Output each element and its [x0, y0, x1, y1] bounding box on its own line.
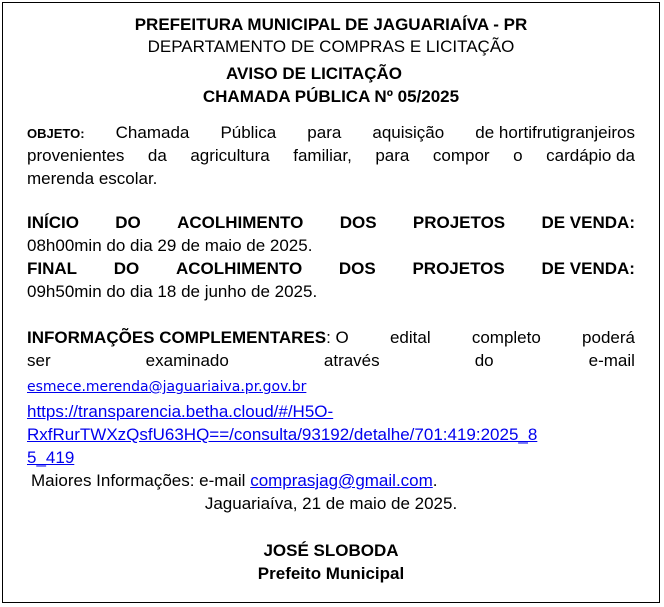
transparencia-link[interactable]: 5_419 [27, 448, 75, 467]
maiores-info: Maiores Informações: e-mail comprasjag@gmail.com. [31, 471, 438, 490]
objeto-word: para [307, 123, 342, 142]
info-line-2: ser examinado através do e-mail [27, 351, 635, 370]
transparencia-link-line-3[interactable] [27, 448, 635, 468]
compras-email-link[interactable]: comprasjag@gmail.com [250, 471, 433, 490]
transparencia-link-line-2[interactable] [27, 425, 635, 445]
objeto-word: de hortifrutigranjeiros [475, 123, 635, 142]
final-heading: FINAL DO ACOLHIMENTO DOS PROJETOS DE VENDA: [27, 259, 635, 278]
email-link[interactable] [27, 376, 635, 397]
transparencia-link[interactable]: RxfRurTWXzQsfU63HQ==/consulta/93192/detalhe/701:419:2025_8 [27, 425, 538, 444]
objeto-word: Chamada [115, 123, 190, 142]
merenda-email-link[interactable]: esmece.merenda@jaguariaiva.pr.gov.br [27, 379, 307, 395]
objeto-line-3: merenda escolar. [27, 169, 158, 188]
inicio-date: 08h00min do dia 29 de maio de 2025. [27, 236, 313, 255]
transparencia-link[interactable]: https://transparencia.betha.cloud/#/H5O- [27, 402, 334, 421]
final-date: 09h50min do dia 18 de junho de 2025. [27, 282, 318, 301]
objeto-line-1 [27, 123, 635, 144]
inicio-heading: INÍCIO DO ACOLHIMENTO DOS PROJETOS DE VENDA: [27, 213, 635, 232]
notice-box [2, 2, 660, 603]
transparencia-link-line-1[interactable] [27, 402, 635, 422]
header-subtitle: CHAMADA PÚBLICA Nº 05/2025 [202, 87, 460, 106]
objeto-word: Pública [220, 123, 277, 142]
header-org: PREFEITURA MUNICIPAL DE JAGUARIAÍVA - PR [134, 15, 528, 34]
signatory-name: JOSÉ SLOBODA [263, 541, 399, 560]
signatory-role: Prefeito Municipal [257, 564, 405, 583]
objeto-label: OBJETO: [27, 126, 85, 141]
objeto-word: aquisição [372, 123, 445, 142]
info-line-1: INFORMAÇÕES COMPLEMENTARES: O edital completo poderá [27, 328, 635, 347]
info-label: INFORMAÇÕES COMPLEMENTARES [27, 328, 327, 347]
place-date: Jaguariaíva, 21 de maio de 2025. [204, 494, 458, 513]
header-dept: DEPARTAMENTO DE COMPRAS E LICITAÇÃO [147, 37, 515, 56]
objeto-line-2: provenientes da agricultura familiar, para compor o cardápio da [27, 146, 635, 165]
header-title: AVISO DE LICITAÇÃO [226, 64, 402, 83]
